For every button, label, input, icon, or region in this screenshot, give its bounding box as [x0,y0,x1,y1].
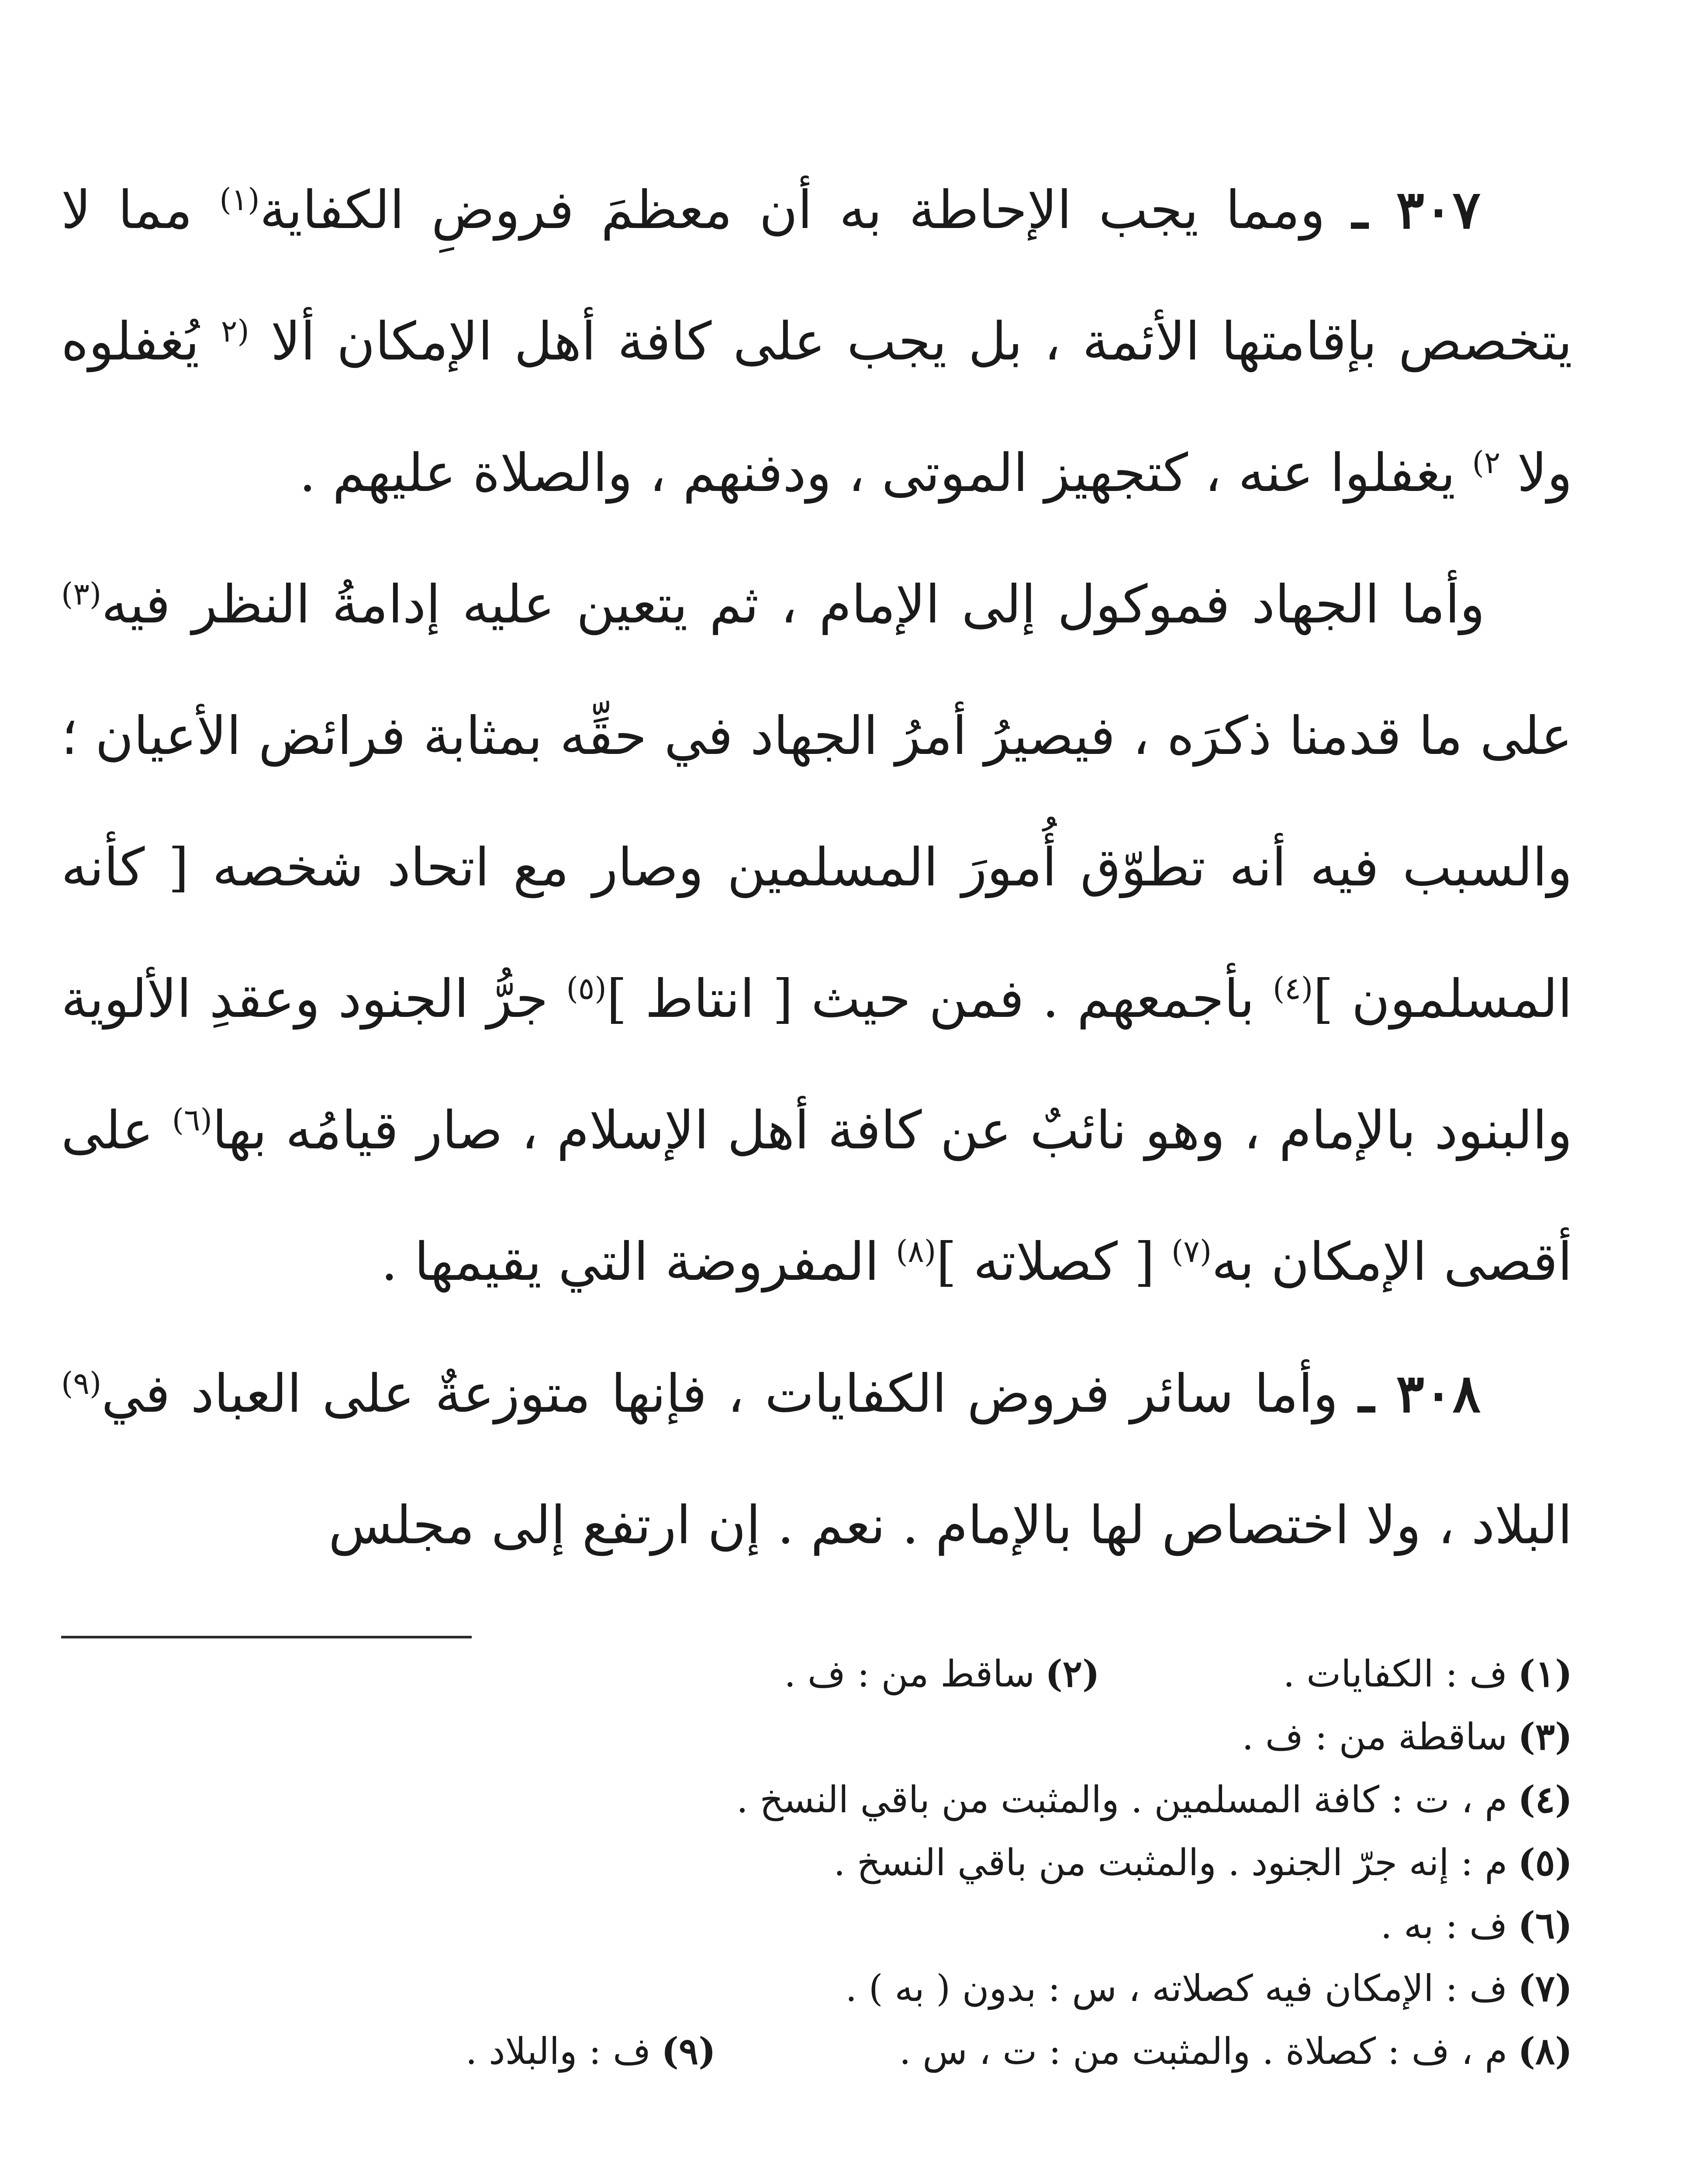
footnote-line [61,1768,1572,1831]
footnote-reference: (٧) [1171,1234,1212,1269]
footnote-text: م ، ت : كافة المسلمين . والمثبت من باقي النسخ . [736,1778,1508,1821]
footnote-number: (٥) [1518,1841,1572,1884]
footnote-text: ساقط من : ف . [784,1652,1035,1695]
footnote-text: ف : الكفايات . [1283,1652,1508,1695]
paragraph-number: ٣٠٨ ـ [1358,1363,1481,1424]
footnote-text: ف : والبلاد . [465,2030,651,2073]
footnote-divider [61,1636,472,1638]
footnote-line [61,1957,1572,2020]
footnote-text: ف : به . [1380,1904,1508,1947]
footnote-reference: (٩) [61,1365,102,1401]
text-segment: وأما الجهاد فموكول إلى الإمام ، ثم يتعين عليه إدامةُ النظر فيه [101,574,1485,635]
footnote-line [61,1894,1572,1957]
text-segment: على ما قدمنا ذكرَه ، فيصيرُ أمرُ الجهاد في حقِّه بمثابة فرائض الأعيان ؛ والسبب فيه أنه تطوّق أُمورَ المسلمين وصار مع اتحاد شخصه [ كأنه المسلمون ] [61,706,1572,1030]
footnote-text: ف : الإمكان فيه كصلاته ، س : بدون ( به ) . [845,1967,1508,2010]
footnote-reference: (٢ [221,313,249,349]
text-segment: يغفلوا عنه ، كتجهيز الموتى ، ودفنهم ، والصلاة عليهم . [299,443,1472,504]
footnote-number: (١) [1518,1652,1572,1695]
text-segment: وأما سائر فروض الكفايات ، فإنها متوزعةٌ على العباد في [101,1364,1359,1424]
footnotes [61,1642,1572,2083]
footnote-reference: (٨) [896,1234,936,1269]
text-segment: جرُّ الجنود وعقدِ الألوية والبنود بالإمام ، وهو نائبٌ عن كافة أهل الإسلام ، صار قيامُه بها [61,969,1572,1161]
footnote-reference: (٣) [61,576,102,612]
footnote-text: م : إنه جرّ الجنود . والمثبت من باقي النسخ . [833,1841,1508,1884]
footnote-reference: (٦) [172,1102,212,1138]
footnote-number: (٣) [1518,1715,1572,1758]
paragraph [61,144,1572,539]
footnote-number: (٢) [1045,1652,1100,1695]
text-segment: بأجمعهم . فمن حيث [ انتاط ] [606,969,1273,1030]
text-segment: المفروضة التي يقيمها . [381,1232,896,1292]
footnote-text: ساقطة من : ف . [1242,1715,1508,1758]
footnote-number: (٦) [1518,1904,1572,1947]
text-segment: ومما يجب الإحاطة به أن معظمَ فروضِ الكفاية [259,180,1352,241]
footnote-line [61,1642,1572,1705]
text-segment: البلاد ، ولا اختصاص لها بالإمام . نعم . إن ارتفع إلى مجلس [328,1495,1572,1556]
footnote-number: (٧) [1518,1966,1572,2010]
paragraph [61,539,1572,1328]
footnote-reference: ٢) [1472,445,1501,480]
footnote-line [61,1831,1572,1894]
footnote-text: م ، ف : كصلاة . والمثبت من : ت ، س . [899,2030,1508,2073]
text-segment: على أقصى الإمكان به [61,1100,1572,1292]
footnote-number: (٩) [661,2029,716,2073]
footnote-reference: (٤) [1272,971,1313,1006]
footnote-number: (٨) [1518,2029,1572,2073]
footnote-line [61,2020,1572,2083]
text-segment: مما لا يتخصص بإقامتها الأئمة ، بل يجب على كافة أهل الإمكان ألا [61,180,1572,372]
footnote-reference: (٥) [566,971,607,1006]
main-text [61,144,1572,1591]
paragraph-number: ٣٠٧ ـ [1352,179,1481,241]
text-segment: يُغفلوه ولا [61,311,1572,504]
text-segment: [ كصلاته ] [936,1232,1171,1292]
paragraph [61,1328,1572,1591]
footnote-line [61,1705,1572,1768]
footnote-number: (٤) [1518,1778,1572,1821]
footnote-reference: (١) [219,182,260,218]
